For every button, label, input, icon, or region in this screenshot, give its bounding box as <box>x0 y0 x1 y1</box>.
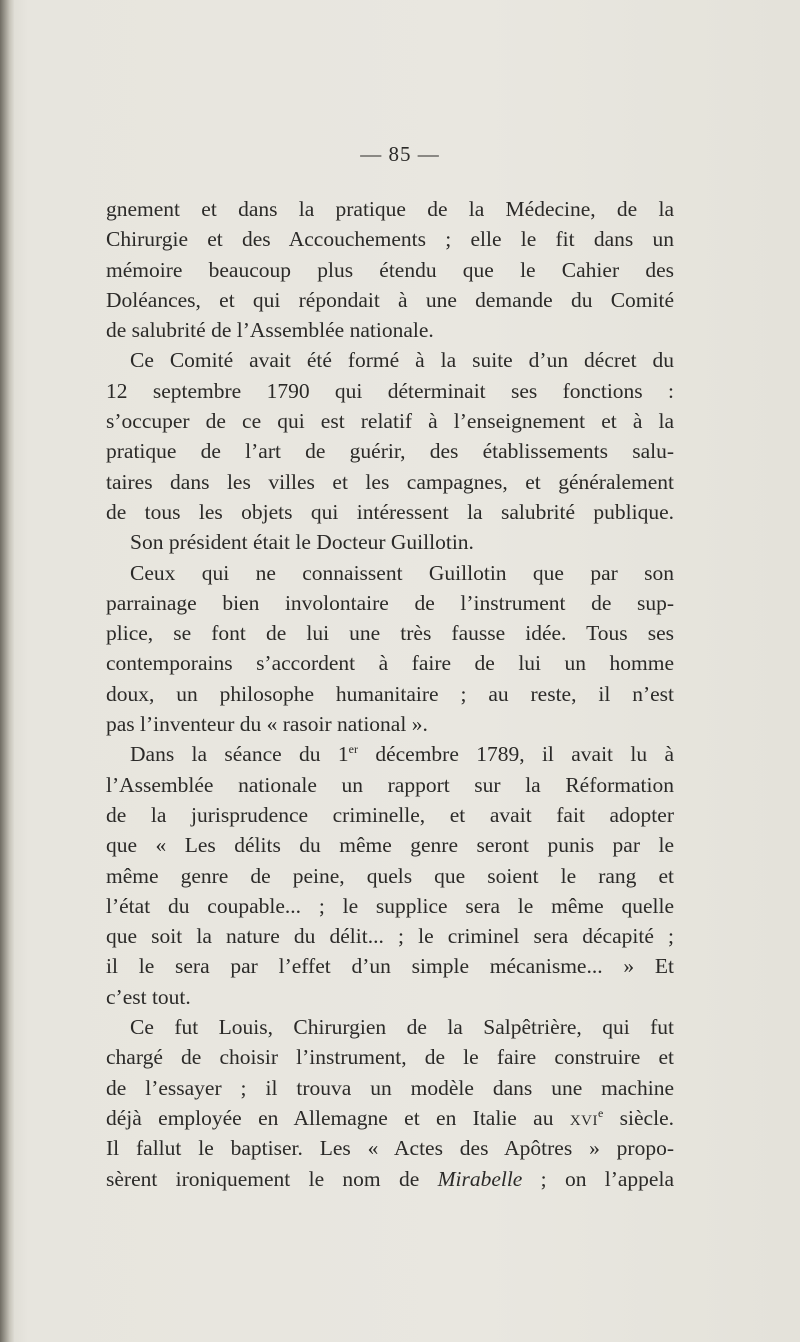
text-line-23: l’état du coupable... ; le supplice sera le même quelle <box>106 893 674 918</box>
line-30-start: déjà employée en Allemagne et en Italie au <box>106 1105 570 1130</box>
text-line-26: c’est tout. <box>106 984 191 1009</box>
text-line-18: pas l’inventeur du « rasoir national ». <box>106 712 428 737</box>
text-line-4: Doléances, et qui répondait à une demande du Comité <box>106 287 674 312</box>
text-line-15: plice, se font de lui une très fausse idée. Tous ses <box>106 621 674 646</box>
text-line-8: s’occuper de ce qui est relatif à l’enseignement et à la <box>106 409 674 434</box>
line-18-start: Dans la séance du 1 <box>130 742 349 767</box>
text-line-19: l’Assemblée nationale un rapport sur la Réformation <box>106 772 674 797</box>
text-line-13: Ceux qui ne connaissent Guillotin que par son <box>130 560 674 585</box>
text-line-5: de salubrité de l’Assemblée nationale. <box>106 318 434 343</box>
text-line-32 <box>106 1164 674 1194</box>
text-line-17: doux, un philosophe humanitaire ; au reste, il n’est <box>106 681 674 706</box>
superscript-e: e <box>598 1105 604 1120</box>
line-32-start: sèrent ironiquement le nom de <box>106 1166 438 1191</box>
text-line-14: parrainage bien involontaire de l’instrument de sup- <box>106 590 674 615</box>
text-line-22: même genre de peine, quels que soient le rang et <box>106 863 674 888</box>
text-line-7: 12 septembre 1790 qui déterminait ses fonctions : <box>106 378 674 403</box>
text-line-24: que soit la nature du délit... ; le criminel sera décapité ; <box>106 924 674 949</box>
century-numeral: XVI <box>569 1112 598 1129</box>
text-line-21: que « Les délits du même genre seront punis par le <box>106 833 674 858</box>
text-line-11: de tous les objets qui intéressent la salubrité publique. <box>106 499 674 524</box>
text-line-28: chargé de choisir l’instrument, de le faire construire et <box>106 1045 674 1070</box>
body-text <box>106 194 674 1194</box>
text-line-9: pratique de l’art de guérir, des établissements salu- <box>106 439 674 464</box>
superscript-er: er <box>348 742 358 757</box>
text-line-3: mémoire beaucoup plus étendu que le Cahier des <box>106 257 674 282</box>
line-32-end: ; on l’appela <box>522 1166 674 1191</box>
text-line-20: de la jurisprudence criminelle, et avait fait adopter <box>106 802 674 827</box>
text-line-16: contemporains s’accordent à faire de lui un homme <box>106 651 674 676</box>
text-line-2: Chirurgie et des Accouchements ; elle le fit dans un <box>106 227 674 252</box>
text-line-6: Ce Comité avait été formé à la suite d’un décret du <box>130 348 674 373</box>
book-spine-edge <box>0 0 14 1342</box>
text-line-31: Il fallut le baptiser. Les « Actes des Apôtres » propo- <box>106 1136 674 1161</box>
page-number: — 85 — <box>360 142 440 166</box>
text-line-12: Son président était le Docteur Guillotin. <box>130 530 474 555</box>
text-line-30 <box>106 1103 674 1133</box>
italic-mirabelle: Mirabelle <box>437 1166 523 1191</box>
text-line-18 <box>106 739 674 769</box>
text-line-1: gnement et dans la pratique de la Médecine, de la <box>106 197 674 221</box>
line-18-end: décembre 1789, il avait lu à <box>357 742 674 767</box>
text-line-25: il le sera par l’effet d’un simple mécanisme... » Et <box>106 954 674 979</box>
text-line-10: taires dans les villes et les campagnes, et généralement <box>106 469 674 494</box>
text-line-27: Ce fut Louis, Chirurgien de la Salpêtrière, qui fut <box>130 1015 674 1040</box>
text-line-29: de l’essayer ; il trouva un modèle dans une machine <box>106 1075 674 1100</box>
line-30-end: siècle. <box>603 1105 674 1130</box>
